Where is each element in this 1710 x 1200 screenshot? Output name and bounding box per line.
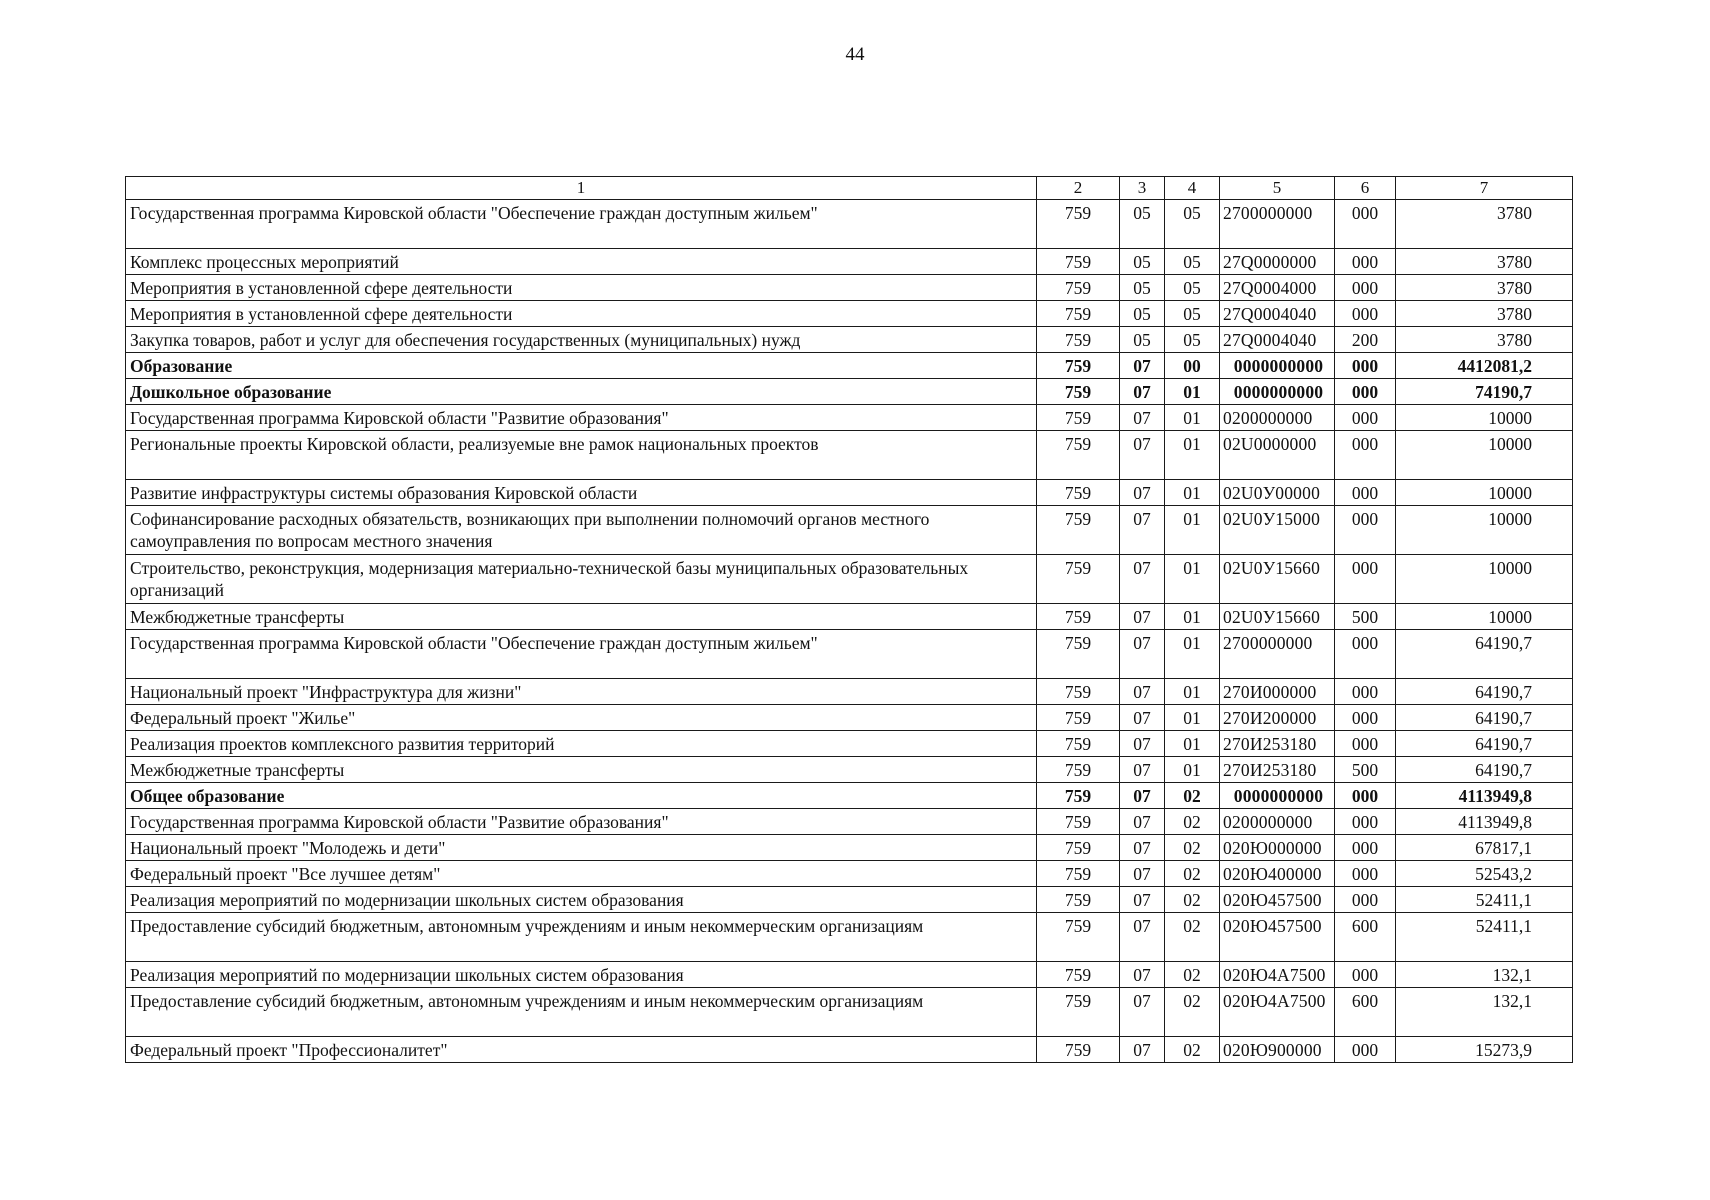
table-row xyxy=(126,913,1573,962)
table-row xyxy=(126,379,1573,405)
amount-cell: 64190,7 xyxy=(1396,731,1573,757)
subsection-code-cell: 05 xyxy=(1165,301,1220,327)
subsection-code-cell: 02 xyxy=(1165,913,1220,962)
row-name-cell: Мероприятия в установленной сфере деятельности xyxy=(126,275,1037,301)
amount-cell: 64190,7 xyxy=(1396,679,1573,705)
expense-type-code-cell: 200 xyxy=(1335,327,1396,353)
table-row xyxy=(126,783,1573,809)
row-name-cell: Реализация проектов комплексного развития территорий xyxy=(126,731,1037,757)
row-name-cell: Межбюджетные трансферты xyxy=(126,604,1037,630)
row-name-cell: Софинансирование расходных обязательств, возникающих при выполнении полномочий органов местного самоуправления по вопросам местного значения xyxy=(126,506,1037,555)
expense-type-code-cell: 600 xyxy=(1335,988,1396,1037)
department-code-cell: 759 xyxy=(1037,809,1120,835)
amount-cell: 4113949,8 xyxy=(1396,809,1573,835)
subsection-code-cell: 01 xyxy=(1165,731,1220,757)
section-code-cell: 05 xyxy=(1120,327,1165,353)
target-article-code-cell: 27Q0004000 xyxy=(1220,275,1335,301)
row-name-cell: Национальный проект "Инфраструктура для жизни" xyxy=(126,679,1037,705)
section-code-cell: 07 xyxy=(1120,988,1165,1037)
table-row xyxy=(126,200,1573,249)
section-code-cell: 07 xyxy=(1120,962,1165,988)
expense-type-code-cell: 000 xyxy=(1335,679,1396,705)
section-code-cell: 07 xyxy=(1120,887,1165,913)
table-row xyxy=(126,757,1573,783)
section-code-cell: 07 xyxy=(1120,757,1165,783)
target-article-code-cell: 0200000000 xyxy=(1220,405,1335,431)
table-row xyxy=(126,327,1573,353)
expense-type-code-cell: 000 xyxy=(1335,353,1396,379)
section-code-cell: 05 xyxy=(1120,249,1165,275)
table-row xyxy=(126,604,1573,630)
row-name-cell: Строительство, реконструкция, модернизация материально-технической базы муниципальных образовательных организаций xyxy=(126,555,1037,604)
department-code-cell: 759 xyxy=(1037,630,1120,679)
row-name-cell: Общее образование xyxy=(126,783,1037,809)
expense-type-code-cell: 000 xyxy=(1335,379,1396,405)
table-row xyxy=(126,506,1573,555)
amount-cell: 15273,9 xyxy=(1396,1037,1573,1063)
target-article-code-cell: 270И000000 xyxy=(1220,679,1335,705)
section-code-cell: 07 xyxy=(1120,480,1165,506)
expense-type-code-cell: 000 xyxy=(1335,783,1396,809)
column-header: 2 xyxy=(1037,177,1120,200)
row-name-cell: Государственная программа Кировской области "Развитие образования" xyxy=(126,405,1037,431)
expense-type-code-cell: 000 xyxy=(1335,275,1396,301)
subsection-code-cell: 05 xyxy=(1165,200,1220,249)
department-code-cell: 759 xyxy=(1037,835,1120,861)
table-row xyxy=(126,301,1573,327)
target-article-code-cell: 020Ю4А7500 xyxy=(1220,988,1335,1037)
column-header: 1 xyxy=(126,177,1037,200)
department-code-cell: 759 xyxy=(1037,506,1120,555)
expense-type-code-cell: 000 xyxy=(1335,405,1396,431)
row-name-cell: Межбюджетные трансферты xyxy=(126,757,1037,783)
row-name-cell: Государственная программа Кировской области "Развитие образования" xyxy=(126,809,1037,835)
table-row xyxy=(126,988,1573,1037)
table-row xyxy=(126,835,1573,861)
target-article-code-cell: 020Ю400000 xyxy=(1220,861,1335,887)
row-name-cell: Мероприятия в установленной сфере деятельности xyxy=(126,301,1037,327)
subsection-code-cell: 01 xyxy=(1165,480,1220,506)
subsection-code-cell: 01 xyxy=(1165,679,1220,705)
target-article-code-cell: 02U0000000 xyxy=(1220,431,1335,480)
expense-type-code-cell: 000 xyxy=(1335,301,1396,327)
subsection-code-cell: 01 xyxy=(1165,555,1220,604)
expense-type-code-cell: 000 xyxy=(1335,431,1396,480)
table-row xyxy=(126,630,1573,679)
table-row xyxy=(126,705,1573,731)
department-code-cell: 759 xyxy=(1037,887,1120,913)
department-code-cell: 759 xyxy=(1037,353,1120,379)
department-code-cell: 759 xyxy=(1037,731,1120,757)
target-article-code-cell: 020Ю900000 xyxy=(1220,1037,1335,1063)
column-header: 7 xyxy=(1396,177,1573,200)
amount-cell: 10000 xyxy=(1396,506,1573,555)
row-name-cell: Государственная программа Кировской области "Обеспечение граждан доступным жильем" xyxy=(126,200,1037,249)
amount-cell: 64190,7 xyxy=(1396,705,1573,731)
amount-cell: 132,1 xyxy=(1396,988,1573,1037)
target-article-code-cell: 270И253180 xyxy=(1220,757,1335,783)
section-code-cell: 07 xyxy=(1120,783,1165,809)
section-code-cell: 05 xyxy=(1120,275,1165,301)
expense-type-code-cell: 000 xyxy=(1335,705,1396,731)
target-article-code-cell: 270И200000 xyxy=(1220,705,1335,731)
amount-cell: 52411,1 xyxy=(1396,887,1573,913)
expense-type-code-cell: 000 xyxy=(1335,480,1396,506)
subsection-code-cell: 02 xyxy=(1165,988,1220,1037)
subsection-code-cell: 05 xyxy=(1165,275,1220,301)
table-row xyxy=(126,405,1573,431)
table-row xyxy=(126,275,1573,301)
section-code-cell: 07 xyxy=(1120,731,1165,757)
department-code-cell: 759 xyxy=(1037,705,1120,731)
row-name-cell: Комплекс процессных мероприятий xyxy=(126,249,1037,275)
amount-cell: 10000 xyxy=(1396,480,1573,506)
row-name-cell: Образование xyxy=(126,353,1037,379)
amount-cell: 10000 xyxy=(1396,431,1573,480)
expense-type-code-cell: 000 xyxy=(1335,887,1396,913)
section-code-cell: 07 xyxy=(1120,431,1165,480)
row-name-cell: Реализация мероприятий по модернизации школьных систем образования xyxy=(126,887,1037,913)
amount-cell: 4113949,8 xyxy=(1396,783,1573,809)
amount-cell: 3780 xyxy=(1396,200,1573,249)
department-code-cell: 759 xyxy=(1037,913,1120,962)
table-row xyxy=(126,731,1573,757)
row-name-cell: Региональные проекты Кировской области, реализуемые вне рамок национальных проектов xyxy=(126,431,1037,480)
target-article-code-cell: 02U0У00000 xyxy=(1220,480,1335,506)
expense-type-code-cell: 000 xyxy=(1335,861,1396,887)
department-code-cell: 759 xyxy=(1037,327,1120,353)
column-header: 3 xyxy=(1120,177,1165,200)
section-code-cell: 07 xyxy=(1120,705,1165,731)
target-article-code-cell: 2700000000 xyxy=(1220,630,1335,679)
target-article-code-cell: 020Ю4А7500 xyxy=(1220,962,1335,988)
section-code-cell: 07 xyxy=(1120,1037,1165,1063)
row-name-cell: Предоставление субсидий бюджетным, автономным учреждениям и иным некоммерческим организациям xyxy=(126,913,1037,962)
department-code-cell: 759 xyxy=(1037,555,1120,604)
row-name-cell: Предоставление субсидий бюджетным, автономным учреждениям и иным некоммерческим организациям xyxy=(126,988,1037,1037)
subsection-code-cell: 01 xyxy=(1165,379,1220,405)
section-code-cell: 07 xyxy=(1120,353,1165,379)
row-name-cell: Национальный проект "Молодежь и дети" xyxy=(126,835,1037,861)
department-code-cell: 759 xyxy=(1037,431,1120,480)
subsection-code-cell: 02 xyxy=(1165,887,1220,913)
target-article-code-cell: 02U0У15000 xyxy=(1220,506,1335,555)
section-code-cell: 07 xyxy=(1120,379,1165,405)
column-header: 4 xyxy=(1165,177,1220,200)
department-code-cell: 759 xyxy=(1037,200,1120,249)
amount-cell: 3780 xyxy=(1396,249,1573,275)
row-name-cell: Федеральный проект "Жилье" xyxy=(126,705,1037,731)
department-code-cell: 759 xyxy=(1037,757,1120,783)
table-row xyxy=(126,679,1573,705)
subsection-code-cell: 02 xyxy=(1165,835,1220,861)
target-article-code-cell: 270И253180 xyxy=(1220,731,1335,757)
table-row xyxy=(126,809,1573,835)
subsection-code-cell: 05 xyxy=(1165,249,1220,275)
department-code-cell: 759 xyxy=(1037,379,1120,405)
subsection-code-cell: 01 xyxy=(1165,506,1220,555)
table-body xyxy=(126,200,1573,1063)
amount-cell: 52411,1 xyxy=(1396,913,1573,962)
target-article-code-cell: 0000000000 xyxy=(1220,783,1335,809)
target-article-code-cell: 0000000000 xyxy=(1220,379,1335,405)
department-code-cell: 759 xyxy=(1037,679,1120,705)
department-code-cell: 759 xyxy=(1037,783,1120,809)
expense-type-code-cell: 000 xyxy=(1335,835,1396,861)
section-code-cell: 07 xyxy=(1120,809,1165,835)
amount-cell: 64190,7 xyxy=(1396,757,1573,783)
table-header-row xyxy=(126,177,1573,200)
amount-cell: 74190,7 xyxy=(1396,379,1573,405)
section-code-cell: 07 xyxy=(1120,679,1165,705)
subsection-code-cell: 02 xyxy=(1165,1037,1220,1063)
table-row xyxy=(126,555,1573,604)
subsection-code-cell: 00 xyxy=(1165,353,1220,379)
section-code-cell: 07 xyxy=(1120,405,1165,431)
section-code-cell: 07 xyxy=(1120,506,1165,555)
target-article-code-cell: 2700000000 xyxy=(1220,200,1335,249)
section-code-cell: 05 xyxy=(1120,301,1165,327)
amount-cell: 64190,7 xyxy=(1396,630,1573,679)
target-article-code-cell: 02U0У15660 xyxy=(1220,604,1335,630)
table-row xyxy=(126,431,1573,480)
expense-type-code-cell: 000 xyxy=(1335,630,1396,679)
table-row xyxy=(126,249,1573,275)
page-number: 44 xyxy=(845,44,865,65)
row-name-cell: Закупка товаров, работ и услуг для обеспечения государственных (муниципальных) нужд xyxy=(126,327,1037,353)
subsection-code-cell: 02 xyxy=(1165,809,1220,835)
target-article-code-cell: 020Ю457500 xyxy=(1220,913,1335,962)
subsection-code-cell: 01 xyxy=(1165,757,1220,783)
expense-type-code-cell: 000 xyxy=(1335,809,1396,835)
amount-cell: 10000 xyxy=(1396,405,1573,431)
target-article-code-cell: 0200000000 xyxy=(1220,809,1335,835)
target-article-code-cell: 020Ю457500 xyxy=(1220,887,1335,913)
department-code-cell: 759 xyxy=(1037,301,1120,327)
amount-cell: 3780 xyxy=(1396,275,1573,301)
department-code-cell: 759 xyxy=(1037,962,1120,988)
row-name-cell: Развитие инфраструктуры системы образования Кировской области xyxy=(126,480,1037,506)
table-row xyxy=(126,861,1573,887)
subsection-code-cell: 01 xyxy=(1165,604,1220,630)
row-name-cell: Дошкольное образование xyxy=(126,379,1037,405)
expense-type-code-cell: 000 xyxy=(1335,200,1396,249)
amount-cell: 10000 xyxy=(1396,555,1573,604)
column-header: 5 xyxy=(1220,177,1335,200)
table-row xyxy=(126,1037,1573,1063)
section-code-cell: 07 xyxy=(1120,630,1165,679)
amount-cell: 3780 xyxy=(1396,301,1573,327)
expense-type-code-cell: 000 xyxy=(1335,506,1396,555)
subsection-code-cell: 02 xyxy=(1165,962,1220,988)
subsection-code-cell: 05 xyxy=(1165,327,1220,353)
expense-type-code-cell: 000 xyxy=(1335,249,1396,275)
target-article-code-cell: 0000000000 xyxy=(1220,353,1335,379)
row-name-cell: Реализация мероприятий по модернизации школьных систем образования xyxy=(126,962,1037,988)
department-code-cell: 759 xyxy=(1037,604,1120,630)
subsection-code-cell: 01 xyxy=(1165,431,1220,480)
department-code-cell: 759 xyxy=(1037,405,1120,431)
expense-type-code-cell: 000 xyxy=(1335,1037,1396,1063)
target-article-code-cell: 020Ю000000 xyxy=(1220,835,1335,861)
table-row xyxy=(126,887,1573,913)
amount-cell: 4412081,2 xyxy=(1396,353,1573,379)
department-code-cell: 759 xyxy=(1037,861,1120,887)
amount-cell: 52543,2 xyxy=(1396,861,1573,887)
subsection-code-cell: 02 xyxy=(1165,861,1220,887)
target-article-code-cell: 02U0У15660 xyxy=(1220,555,1335,604)
section-code-cell: 07 xyxy=(1120,604,1165,630)
expense-type-code-cell: 000 xyxy=(1335,962,1396,988)
amount-cell: 3780 xyxy=(1396,327,1573,353)
target-article-code-cell: 27Q0004040 xyxy=(1220,301,1335,327)
column-header: 6 xyxy=(1335,177,1396,200)
budget-table xyxy=(125,176,1573,1063)
subsection-code-cell: 01 xyxy=(1165,705,1220,731)
department-code-cell: 759 xyxy=(1037,988,1120,1037)
row-name-cell: Государственная программа Кировской области "Обеспечение граждан доступным жильем" xyxy=(126,630,1037,679)
subsection-code-cell: 01 xyxy=(1165,405,1220,431)
section-code-cell: 07 xyxy=(1120,861,1165,887)
amount-cell: 67817,1 xyxy=(1396,835,1573,861)
row-name-cell: Федеральный проект "Все лучшее детям" xyxy=(126,861,1037,887)
table-row xyxy=(126,480,1573,506)
target-article-code-cell: 27Q0000000 xyxy=(1220,249,1335,275)
expense-type-code-cell: 500 xyxy=(1335,604,1396,630)
section-code-cell: 07 xyxy=(1120,555,1165,604)
amount-cell: 10000 xyxy=(1396,604,1573,630)
department-code-cell: 759 xyxy=(1037,480,1120,506)
section-code-cell: 07 xyxy=(1120,835,1165,861)
row-name-cell: Федеральный проект "Профессионалитет" xyxy=(126,1037,1037,1063)
amount-cell: 132,1 xyxy=(1396,962,1573,988)
expense-type-code-cell: 000 xyxy=(1335,555,1396,604)
expense-type-code-cell: 600 xyxy=(1335,913,1396,962)
subsection-code-cell: 01 xyxy=(1165,630,1220,679)
expense-type-code-cell: 000 xyxy=(1335,731,1396,757)
subsection-code-cell: 02 xyxy=(1165,783,1220,809)
department-code-cell: 759 xyxy=(1037,1037,1120,1063)
section-code-cell: 07 xyxy=(1120,913,1165,962)
section-code-cell: 05 xyxy=(1120,200,1165,249)
department-code-cell: 759 xyxy=(1037,249,1120,275)
table-row xyxy=(126,962,1573,988)
department-code-cell: 759 xyxy=(1037,275,1120,301)
table-row xyxy=(126,353,1573,379)
expense-type-code-cell: 500 xyxy=(1335,757,1396,783)
target-article-code-cell: 27Q0004040 xyxy=(1220,327,1335,353)
